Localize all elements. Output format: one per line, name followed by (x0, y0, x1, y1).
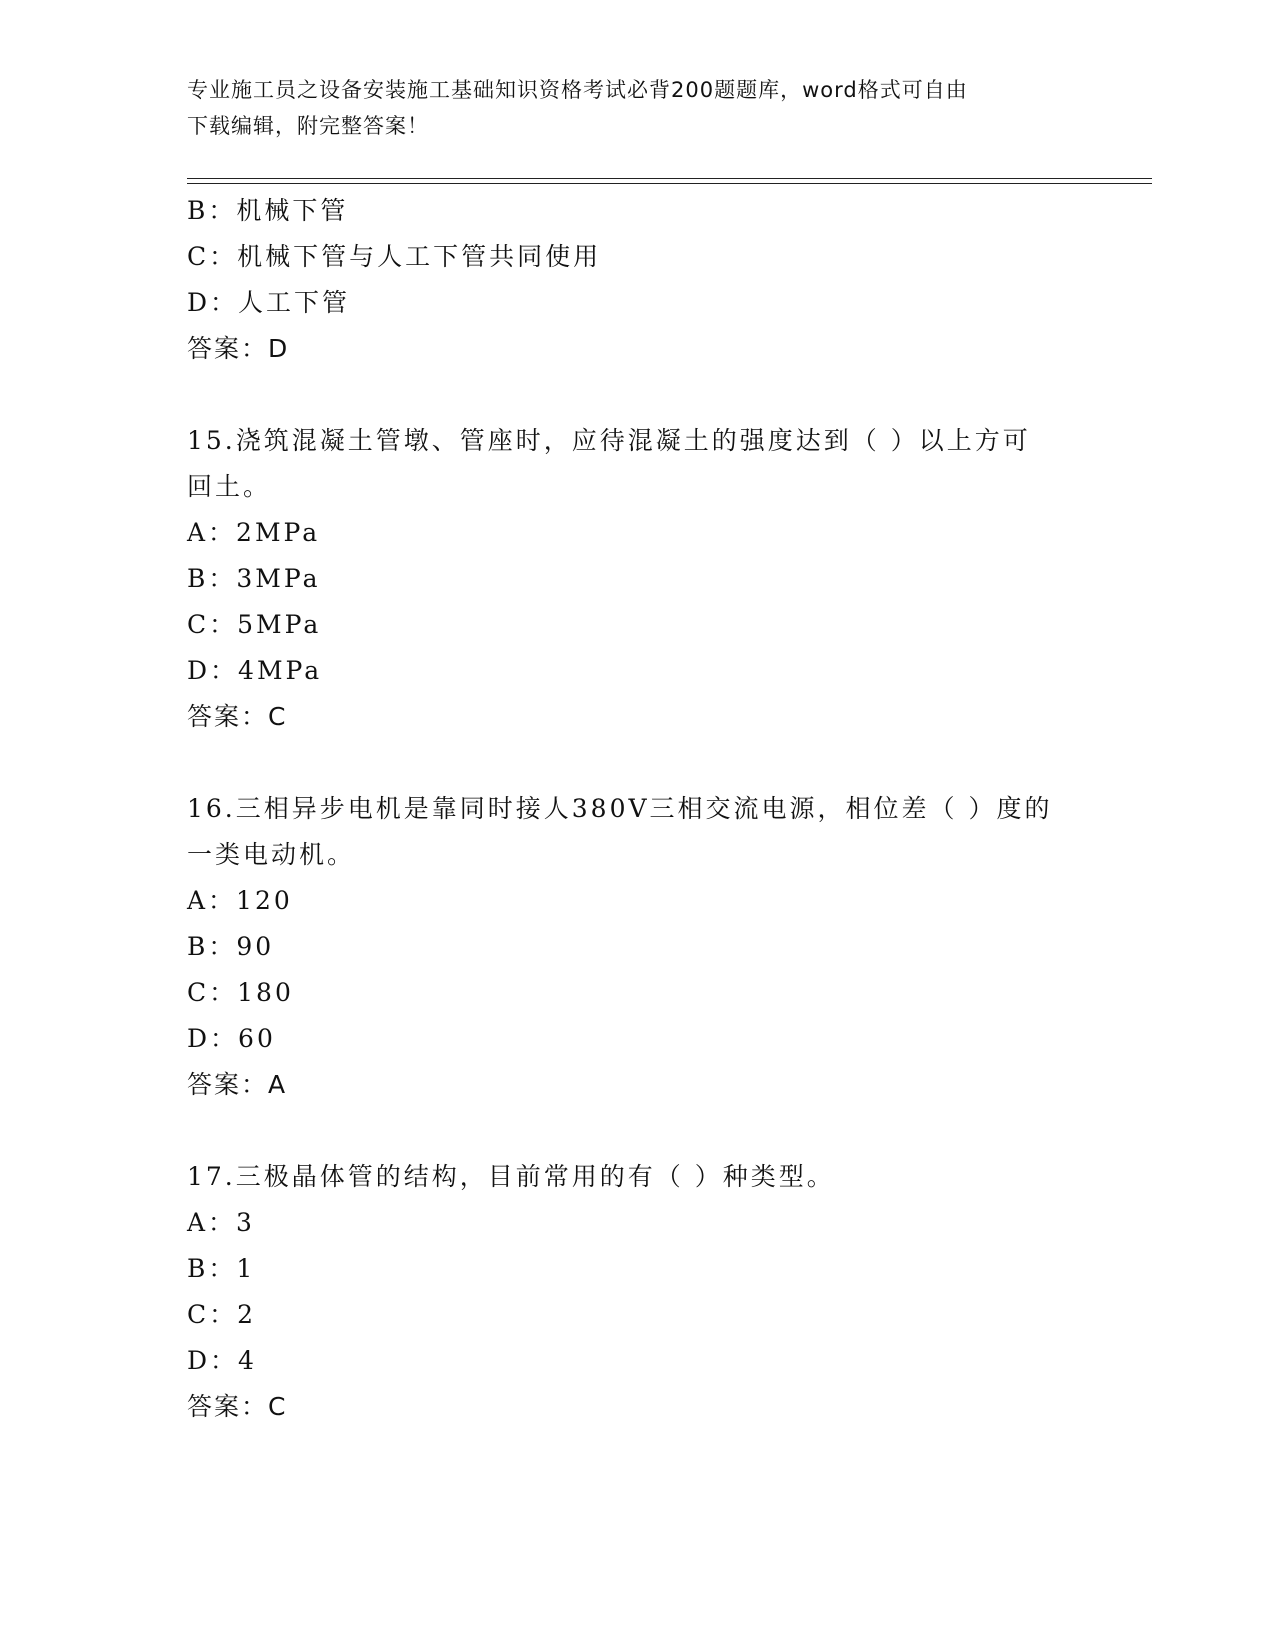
option-a: A：2MPa (187, 518, 321, 547)
option-c: C：2 (187, 1300, 257, 1329)
question-16 (187, 786, 1087, 1108)
question-text-line: 16.三相异步电机是靠同时接人380V三相交流电源，相位差（ ）度的 (187, 794, 1053, 823)
question-text-line: 17.三极晶体管的结构，目前常用的有（ ）种类型。 (187, 1162, 835, 1191)
question-15 (187, 418, 1087, 740)
option-b: B：3MPa (187, 564, 321, 593)
header-title-line-2: 下载编辑，附完整答案！ (187, 114, 429, 138)
answer-line: 答案：D (187, 334, 290, 363)
option-c: C：机械下管与人工下管共同使用 (187, 242, 602, 271)
option-b: B：90 (187, 932, 275, 961)
answer-line: 答案：A (187, 1070, 288, 1099)
header-divider-bottom (187, 183, 1152, 184)
option-d: D：4MPa (187, 656, 323, 685)
question-text-line: 一类电动机。 (187, 840, 356, 869)
option-b: B：1 (187, 1254, 256, 1283)
option-c: C：5MPa (187, 610, 322, 639)
carryover-question (187, 188, 1087, 372)
option-a: A：120 (187, 886, 293, 915)
option-d: D：4 (187, 1346, 257, 1375)
option-b: B：机械下管 (187, 196, 349, 225)
header-divider-top (187, 178, 1152, 179)
option-d: D：60 (187, 1024, 276, 1053)
option-d: D：人工下管 (187, 288, 351, 317)
question-17 (187, 1154, 1087, 1430)
question-text-line: 回土。 (187, 472, 272, 501)
option-c: C：180 (187, 978, 294, 1007)
document-body (187, 188, 1087, 1430)
answer-line: 答案：C (187, 702, 288, 731)
option-a: A：3 (187, 1208, 255, 1237)
document-header (187, 72, 1067, 144)
question-text-line: 15.浇筑混凝土管墩、管座时，应待混凝土的强度达到（ ）以上方可 (187, 426, 1031, 455)
header-title-line-1: 专业施工员之设备安装施工基础知识资格考试必背200题题库，word格式可自由 (187, 78, 968, 102)
answer-line: 答案：C (187, 1392, 288, 1421)
